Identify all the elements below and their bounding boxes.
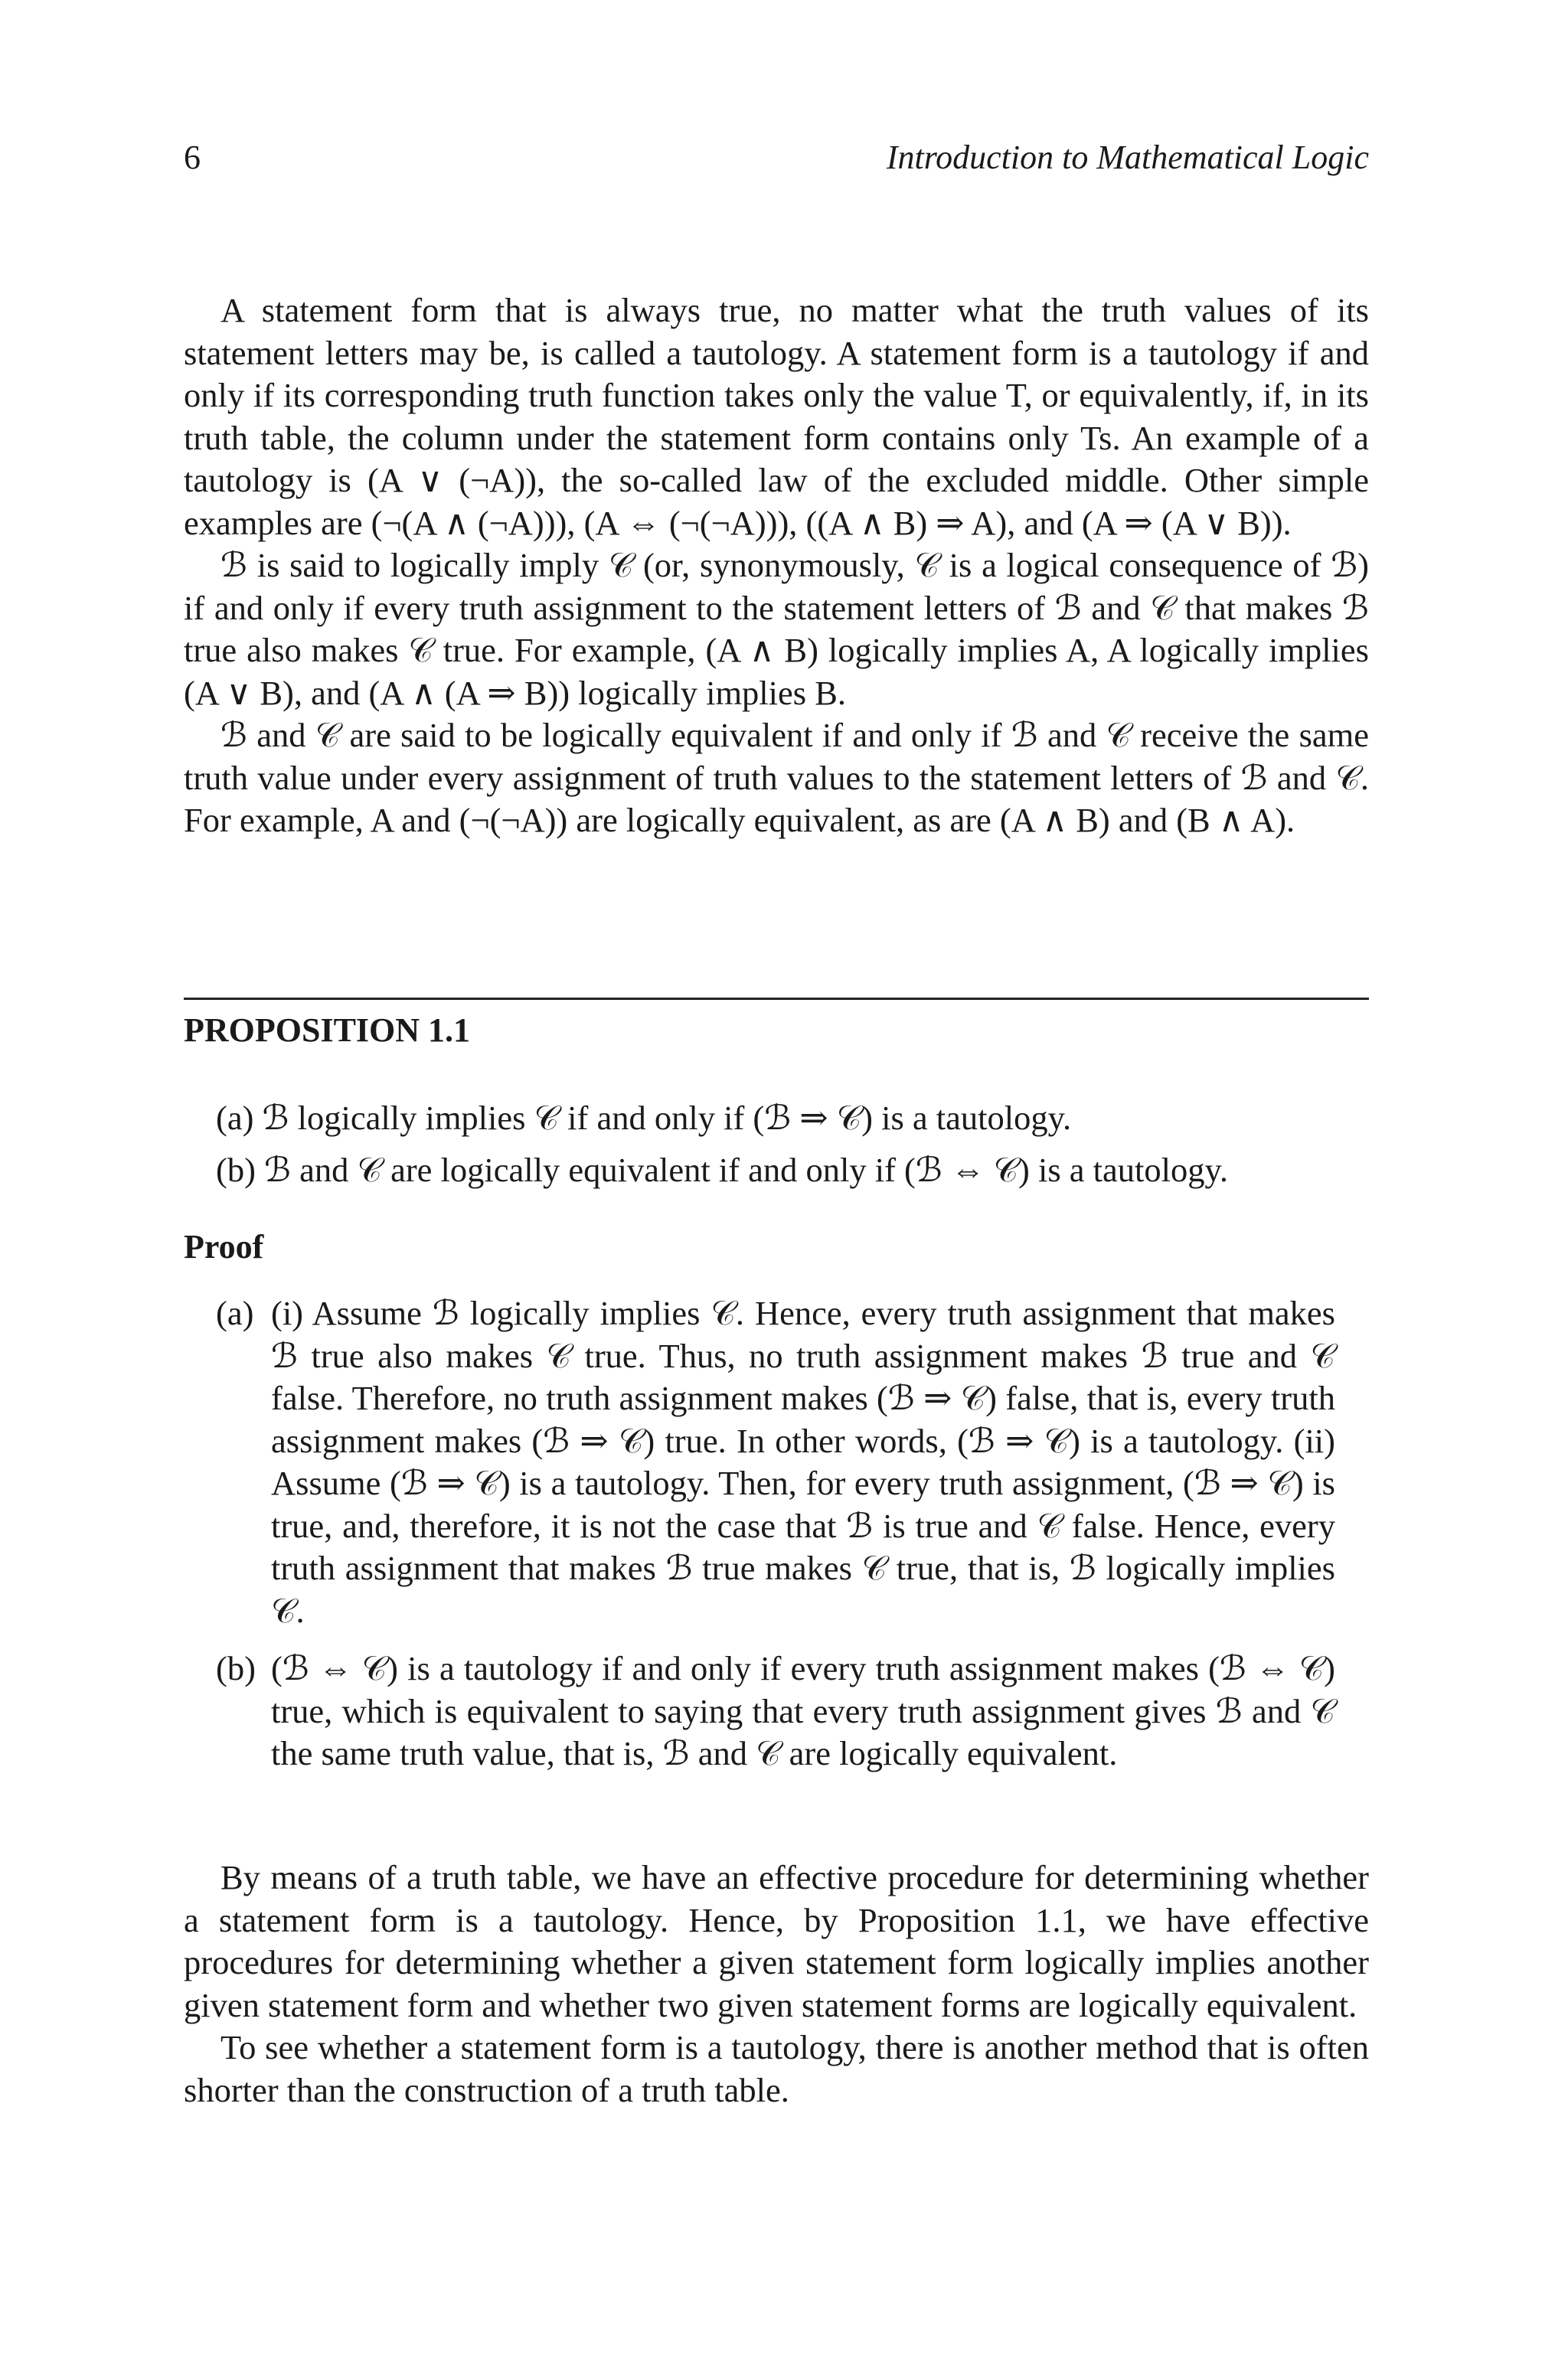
proposition-item-text: ℬ and 𝒞 are logically equivalent if and only if (ℬ ⇔ 𝒞) is a tautology. bbox=[264, 1151, 1228, 1189]
paragraph-logical-equivalence: ℬ and 𝒞 are said to be logically equivalent if and only if ℬ and 𝒞 receive the same truth value under every assignment of truth values to the statement letters of ℬ and 𝒞. For example, A and (¬(¬A)) are logically equivalent, as are (A ∧ B) and (B ∧ A). bbox=[184, 716, 1369, 839]
proof-item-a bbox=[216, 1292, 1335, 1632]
running-title: Introduction to Mathematical Logic bbox=[886, 139, 1369, 176]
proposition-item-label: (a) bbox=[216, 1099, 254, 1137]
paragraph-tautology: A statement form that is always true, no matter what the truth values of its statement letters may be, is called a tautology. A statement form is a tautology if and only if its corresponding truth function takes only the value T, or equivalently, if, in its truth table, the column under the statement form contains only Ts. An example of a tautology is (A ∨ (¬A)), the so-called law of the excluded middle. Other simple examples are (¬(A ∧ (¬A))), (A ⇔ (¬(¬A))), ((A ∧ B) ⇒ A), and (A ⇒ (A ∨ B)). bbox=[184, 291, 1369, 542]
paragraph-another-method: To see whether a statement form is a tautology, there is another method that is often shorter than the construction of a truth table. bbox=[184, 2028, 1369, 2109]
proposition-item-label: (b) bbox=[216, 1151, 256, 1189]
proof-item-b bbox=[216, 1648, 1335, 1775]
proof-item-text: (ℬ ⇔ 𝒞) is a tautology if and only if every truth assignment makes (ℬ ⇔ 𝒞) true, which is equivalent to saying that every truth assignment gives ℬ and 𝒞 the same truth value, that is, ℬ and 𝒞 are logically equivalent. bbox=[271, 1649, 1335, 1772]
paragraph-logical-implication: ℬ is said to logically imply 𝒞 (or, synonymously, 𝒞 is a logical consequence of ℬ) if and only if every truth assignment to the statement letters of ℬ and 𝒞 that makes ℬ true also makes 𝒞 true. For example, (A ∧ B) logically implies A, A logically implies (A ∨ B), and (A ∧ (A ⇒ B)) logically implies B. bbox=[184, 546, 1369, 712]
proposition-item-b bbox=[216, 1148, 1334, 1191]
paragraph-effective-procedure: By means of a truth table, we have an effective procedure for determining whether a statement form is a tautology. Hence, by Proposition 1.1, we have effective procedures for determining whether a given statement form logically implies another given statement form and whether two given statement forms are logically equivalent. bbox=[184, 1858, 1369, 2024]
intro-text bbox=[184, 289, 1369, 842]
proposition-item-text: ℬ logically implies 𝒞 if and only if (ℬ ⇒ 𝒞) is a tautology. bbox=[262, 1099, 1072, 1137]
proposition-item-a bbox=[216, 1096, 1334, 1139]
page-number: 6 bbox=[184, 139, 201, 176]
proof-item-label: (b) bbox=[216, 1649, 256, 1687]
closing-text bbox=[184, 1857, 1369, 2112]
section-divider bbox=[184, 998, 1369, 1000]
proof-item-label: (a) bbox=[216, 1294, 254, 1332]
proposition-heading: PROPOSITION 1.1 bbox=[184, 1011, 471, 1049]
proof-item-text: (i) Assume ℬ logically implies 𝒞. Hence, every truth assignment that makes ℬ true also makes 𝒞 true. Thus, no truth assignment makes ℬ true and 𝒞 false. Therefore, no truth assignment makes (ℬ ⇒ 𝒞) false, that is, every truth assignment makes (ℬ ⇒ 𝒞) true. In other words, (ℬ ⇒ 𝒞) is a tautology. (ii) Assume (ℬ ⇒ 𝒞) is a tautology. Then, for every truth assignment, (ℬ ⇒ 𝒞) is true, and, therefore, it is not the case that ℬ is true and 𝒞 false. Hence, every truth assignment that makes ℬ true makes 𝒞 true, that is, ℬ logically implies 𝒞. bbox=[271, 1294, 1335, 1630]
proof-heading: Proof bbox=[184, 1228, 264, 1266]
